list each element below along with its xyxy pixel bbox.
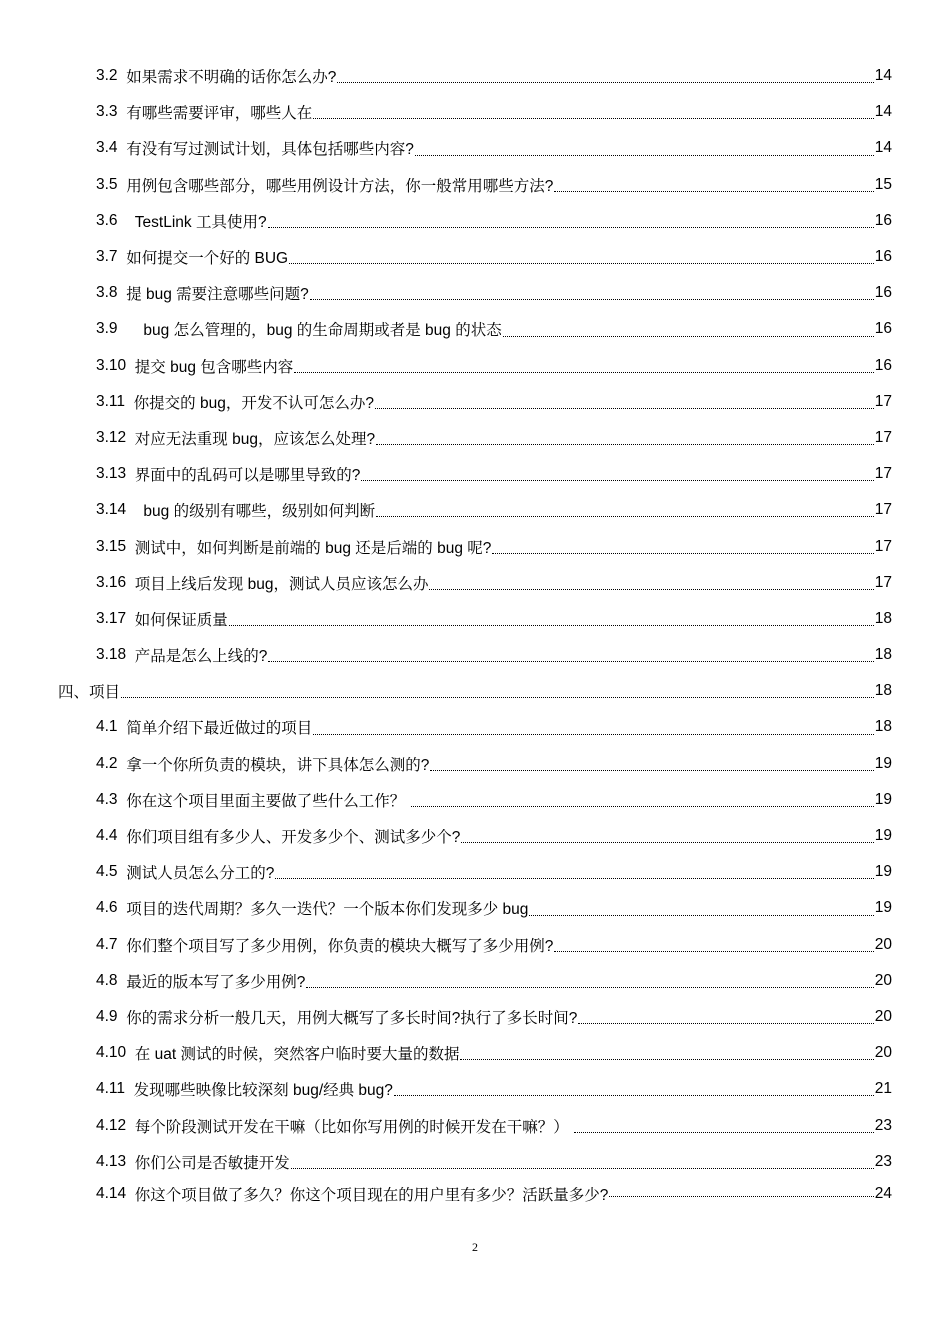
- toc-entry-title: 你提交的 bug，开发不认可怎么办?: [133, 394, 374, 412]
- toc-entry[interactable]: [0, 999, 950, 1035]
- toc-entry[interactable]: [0, 963, 950, 999]
- toc-entry-page-number: 14: [874, 139, 892, 157]
- toc-entry-number: 3.6: [96, 211, 118, 229]
- toc-entry-gap: [118, 176, 127, 194]
- toc-entry[interactable]: [0, 709, 950, 745]
- page-number: 2: [472, 1240, 478, 1254]
- toc-entry-gap: [118, 863, 127, 881]
- toc-entry-title: 你的需求分析一般几天，用例大概写了多长时间?执行了多长时间?: [126, 1009, 578, 1027]
- toc-entry-title: 项目: [89, 684, 121, 702]
- toc-dot-leader: [609, 1195, 873, 1197]
- toc-dot-leader: [268, 226, 874, 228]
- toc-entry-page-number: 14: [874, 103, 892, 121]
- toc-dot-leader: [554, 950, 873, 952]
- toc-entry[interactable]: [0, 782, 950, 818]
- toc-entry-page-number: 16: [874, 248, 892, 266]
- toc-dot-leader: [461, 841, 873, 843]
- toc-entry-title: 你们整个项目写了多少用例，你负责的模块大概写了多少用例?: [126, 937, 554, 955]
- toc-dot-leader: [503, 335, 874, 337]
- toc-dot-leader: [291, 1167, 874, 1169]
- toc-entry-number: 3.12: [96, 428, 127, 446]
- toc-entry-gap: [118, 212, 135, 230]
- toc-dot-leader: [376, 515, 874, 517]
- toc-entry-number: 3.7: [96, 248, 118, 266]
- toc-entry-title: 每个阶段测试开发在干嘛（比如你写用例的时候开发在干嘛？）: [134, 1118, 574, 1136]
- toc-dot-leader: [574, 1131, 874, 1133]
- toc-entry-page-number: 19: [874, 899, 892, 917]
- toc-entry-page-number: 23: [874, 1116, 892, 1134]
- toc-entry-number: 4.5: [96, 863, 118, 881]
- toc-entry-title: 在 uat 测试的时候，突然客户临时要大量的数据: [134, 1046, 460, 1064]
- toc-dot-leader: [121, 696, 874, 698]
- toc-entry[interactable]: [0, 1107, 950, 1143]
- toc-entry-page-number: 17: [874, 573, 892, 591]
- toc-dot-leader: [554, 190, 873, 192]
- toc-entry-number: 4.8: [96, 971, 118, 989]
- toc-entry-gap: [118, 284, 127, 302]
- toc-entry-title: 项目的迭代周期？多久一迭代？一个版本你们发现多少 bug: [126, 901, 529, 919]
- toc-entry-title: 简单介绍下最近做过的项目: [126, 720, 313, 738]
- toc-entry-page-number: 16: [874, 211, 892, 229]
- toc-entry-title: 如何提交一个好的 BUG: [126, 250, 289, 268]
- toc-entry-number: 4.1: [96, 718, 118, 736]
- toc-entry-number: 4.13: [96, 1152, 127, 1170]
- toc-entry-page-number: 17: [874, 537, 892, 555]
- toc-entry-page-number: 19: [874, 754, 892, 772]
- toc-entry-title: TestLink 工具使用?: [134, 213, 267, 231]
- toc-entry-number: 3.2: [96, 67, 118, 85]
- toc-entry[interactable]: [0, 203, 950, 239]
- toc-entry-number: 4.3: [96, 790, 118, 808]
- toc-entry-title: 如果需求不明确的话你怎么办?: [126, 69, 337, 87]
- toc-entry-page-number: 18: [874, 646, 892, 664]
- toc-dot-leader: [492, 552, 873, 554]
- toc-dot-leader: [394, 1094, 874, 1096]
- toc-entry[interactable]: [0, 528, 950, 564]
- table-of-contents: [0, 58, 950, 1208]
- toc-entry[interactable]: [0, 818, 950, 854]
- toc-entry-number: 4.14: [96, 1184, 127, 1202]
- toc-entry-number: 3.17: [96, 609, 127, 627]
- toc-entry-page-number: 19: [874, 863, 892, 881]
- toc-entry-number: 3.15: [96, 537, 127, 555]
- toc-entry-gap: [126, 538, 135, 556]
- toc-entry-gap: [126, 1185, 135, 1203]
- toc-entry-title: 测试人员怎么分工的?: [126, 865, 275, 883]
- toc-entry-gap: [126, 646, 135, 664]
- toc-entry[interactable]: [0, 890, 950, 926]
- toc-entry[interactable]: [0, 348, 950, 384]
- toc-entry-title: 有没有写过测试计划，具体包括哪些内容?: [126, 141, 414, 159]
- toc-dot-leader: [411, 805, 874, 807]
- toc-entry-number: 3.11: [96, 392, 126, 410]
- toc-entry[interactable]: [0, 384, 950, 420]
- toc-entry-number: 4.12: [96, 1116, 127, 1134]
- toc-entry[interactable]: [0, 275, 950, 311]
- toc-entry-page-number: 18: [874, 682, 892, 700]
- toc-dot-leader: [313, 117, 874, 119]
- toc-dot-leader: [415, 154, 874, 156]
- toc-entry-gap: [118, 1008, 127, 1026]
- toc-entry-number: 3.14: [96, 501, 127, 519]
- toc-entry-page-number: 16: [874, 356, 892, 374]
- toc-entry-gap: [118, 718, 127, 736]
- toc-entry-page-number: 20: [874, 971, 892, 989]
- toc-entry[interactable]: [0, 94, 950, 130]
- toc-entry-title: 你在这个项目里面主要做了些什么工作？: [126, 792, 410, 810]
- toc-entry[interactable]: [0, 167, 950, 203]
- toc-entry-title: bug 的级别有哪些，级别如何判断: [143, 503, 376, 521]
- toc-entry-number: 3.18: [96, 646, 127, 664]
- toc-entry-number: 4.6: [96, 899, 118, 917]
- toc-entry-number: 3.4: [96, 139, 118, 157]
- toc-entry-page-number: 20: [874, 1044, 892, 1062]
- toc-dot-leader: [229, 624, 874, 626]
- toc-entry-gap: [118, 827, 127, 845]
- toc-entry-gap: [126, 429, 135, 447]
- toc-entry[interactable]: [0, 637, 950, 673]
- toc-entry-number: 4.11: [96, 1080, 126, 1098]
- toc-dot-leader: [337, 81, 873, 83]
- toc-entry-page-number: 20: [874, 935, 892, 953]
- toc-dot-leader: [275, 877, 873, 879]
- toc-dot-leader: [306, 986, 873, 988]
- toc-entry-gap: [118, 755, 127, 773]
- toc-entry-page-number: 17: [874, 428, 892, 446]
- toc-entry-number: 四、: [58, 684, 90, 702]
- toc-dot-leader: [375, 407, 874, 409]
- toc-entry-gap: [126, 1044, 135, 1062]
- toc-entry[interactable]: [0, 130, 950, 166]
- toc-entry[interactable]: [0, 239, 950, 275]
- toc-dot-leader: [430, 769, 873, 771]
- toc-entry-number: 4.2: [96, 754, 118, 772]
- toc-entry-title: 你们公司是否敏捷开发: [134, 1154, 290, 1172]
- toc-entry[interactable]: [0, 420, 950, 456]
- toc-entry[interactable]: [0, 1035, 950, 1071]
- toc-entry-number: 3.10: [96, 356, 127, 374]
- toc-entry[interactable]: [0, 492, 950, 528]
- toc-entry-number: 3.13: [96, 465, 127, 483]
- toc-entry-gap: [125, 393, 134, 411]
- toc-entry-page-number: 18: [874, 609, 892, 627]
- toc-entry-title: 有哪些需要评审，哪些人在: [126, 105, 313, 123]
- toc-entry[interactable]: [0, 565, 950, 601]
- toc-entry-number: 4.9: [96, 1007, 118, 1025]
- toc-entry-number: 4.7: [96, 935, 118, 953]
- toc-entry-gap: [126, 357, 135, 375]
- toc-entry-title: 拿一个你所负责的模块，讲下具体怎么测的?: [126, 756, 430, 774]
- toc-entry-title: bug 怎么管理的，bug 的生命周期或者是 bug 的状态: [143, 322, 502, 340]
- toc-entry[interactable]: [0, 927, 950, 963]
- toc-dot-leader: [429, 588, 873, 590]
- toc-dot-leader: [578, 1022, 873, 1024]
- toc-entry[interactable]: [0, 854, 950, 890]
- toc-entry-title: 你们项目组有多少人、开发多少个、测试多少个?: [126, 829, 461, 847]
- toc-entry-number: 3.9: [96, 320, 118, 338]
- toc-entry-page-number: 16: [874, 320, 892, 338]
- toc-dot-leader: [268, 660, 873, 662]
- toc-entry-page-number: 21: [874, 1080, 892, 1098]
- toc-entry-title: 发现哪些映像比较深刻 bug/经典 bug?: [133, 1082, 393, 1100]
- toc-entry-gap: [126, 610, 135, 628]
- toc-entry-gap: [126, 501, 143, 519]
- toc-entry-page-number: 23: [874, 1152, 892, 1170]
- toc-entry-page-number: 20: [874, 1007, 892, 1025]
- toc-entry-gap: [118, 248, 127, 266]
- toc-entry-number: 4.4: [96, 827, 118, 845]
- toc-dot-leader: [289, 262, 874, 264]
- toc-dot-leader: [376, 443, 874, 445]
- toc-entry[interactable]: [0, 673, 950, 709]
- toc-entry-title: 提 bug 需要注意哪些问题?: [126, 286, 309, 304]
- toc-entry-title: 用例包含哪些部分，哪些用例设计方法，你一般常用哪些方法?: [126, 177, 554, 195]
- toc-entry-page-number: 18: [874, 718, 892, 736]
- toc-entry-number: 3.5: [96, 175, 118, 193]
- toc-entry-gap: [126, 465, 135, 483]
- toc-entry-page-number: 17: [874, 392, 892, 410]
- toc-entry-title: 对应无法重现 bug，应该怎么处理?: [134, 430, 376, 448]
- toc-entry-gap: [118, 103, 127, 121]
- toc-entry-title: 最近的版本写了多少用例?: [126, 973, 306, 991]
- toc-entry-gap: [118, 972, 127, 990]
- toc-entry-page-number: 15: [874, 175, 892, 193]
- toc-dot-leader: [529, 914, 873, 916]
- toc-entry-page-number: 19: [874, 827, 892, 845]
- toc-entry[interactable]: [0, 456, 950, 492]
- toc-entry-page-number: 16: [874, 284, 892, 302]
- toc-entry[interactable]: [0, 58, 950, 94]
- toc-entry-page-number: 17: [874, 465, 892, 483]
- toc-entry-title: 产品是怎么上线的?: [134, 648, 268, 666]
- toc-entry-gap: [118, 936, 127, 954]
- toc-entry-title: 如何保证质量: [134, 611, 228, 629]
- toc-entry-gap: [126, 574, 135, 592]
- toc-dot-leader: [361, 479, 873, 481]
- toc-entry-number: 3.3: [96, 103, 118, 121]
- toc-entry[interactable]: [0, 1071, 950, 1107]
- toc-entry-gap: [118, 320, 144, 338]
- toc-dot-leader: [294, 371, 873, 373]
- toc-entry-gap: [118, 791, 127, 809]
- toc-entry-gap: [118, 899, 127, 917]
- toc-entry-page-number: 19: [874, 790, 892, 808]
- toc-entry[interactable]: [0, 746, 950, 782]
- toc-entry-page-number: 17: [874, 501, 892, 519]
- toc-entry-title: 测试中，如何判断是前端的 bug 还是后端的 bug 呢?: [134, 539, 492, 557]
- toc-entry-number: 3.16: [96, 573, 127, 591]
- toc-entry-page-number: 24: [874, 1184, 892, 1202]
- toc-entry-gap: [125, 1080, 134, 1098]
- toc-entry[interactable]: [0, 601, 950, 637]
- toc-entry-title: 界面中的乱码可以是哪里导致的?: [134, 467, 361, 485]
- toc-entry[interactable]: [0, 1144, 950, 1180]
- toc-entry-title: 你这个项目做了多久？你这个项目现在的用户里有多少？活跃量多少?: [134, 1186, 609, 1204]
- toc-entry-title: 提交 bug 包含哪些内容: [134, 358, 294, 376]
- toc-entry-gap: [126, 1153, 135, 1171]
- toc-dot-leader: [310, 298, 874, 300]
- toc-entry-gap: [126, 1117, 135, 1135]
- toc-entry-gap: [118, 67, 127, 85]
- toc-dot-leader: [313, 733, 874, 735]
- toc-entry-number: 4.10: [96, 1044, 127, 1062]
- toc-entry-title: 项目上线后发现 bug，测试人员应该怎么办: [134, 575, 429, 593]
- toc-dot-leader: [460, 1058, 873, 1060]
- toc-entry[interactable]: [0, 311, 950, 347]
- toc-entry-page-number: 14: [874, 67, 892, 85]
- toc-entry-gap: [118, 139, 127, 157]
- toc-entry-number: 3.8: [96, 284, 118, 302]
- toc-entry[interactable]: [0, 1180, 950, 1208]
